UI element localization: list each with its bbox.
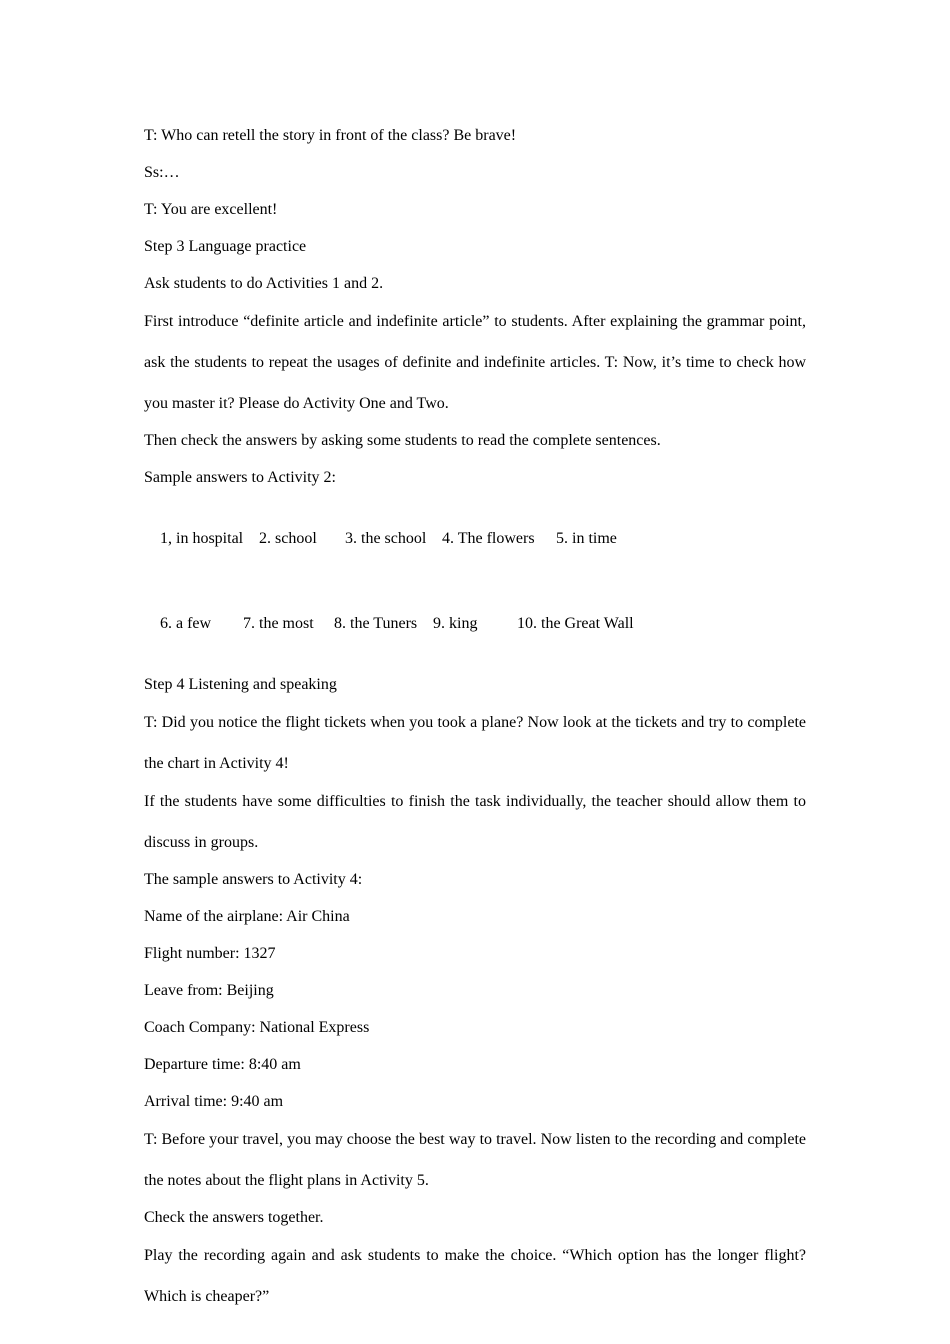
paragraph: The sample answers to Activity 4: — [144, 871, 363, 888]
answer-item: 10. the Great Wall — [517, 615, 634, 632]
answer-item: 3. the school — [345, 530, 427, 547]
answer-item: 6. a few — [160, 615, 212, 632]
step-heading: Step 4 Listening and speaking — [144, 676, 337, 693]
answer-field: Arrival time: 9:40 am — [144, 1093, 284, 1110]
answer-item: 4. The flowers — [442, 530, 535, 547]
paragraph: Sample answers to Activity 2: — [144, 469, 336, 486]
answer-field: Coach Company: National Express — [144, 1019, 370, 1036]
answer-item: 1, in hospital — [160, 530, 244, 547]
step-heading: Step 3 Language practice — [144, 238, 307, 255]
answer-field: Flight number: 1327 — [144, 945, 276, 962]
answers-row-1 — [144, 503, 806, 575]
paragraph: T: Before your travel, you may choose the best way to travel. Now listen to the recording and complete the notes about the flight plans in Activity 5. — [144, 1131, 806, 1189]
answer-item: 5. in time — [556, 530, 617, 547]
answer-item: 7. the most — [243, 615, 314, 632]
paragraph: T: Did you notice the flight tickets when you took a plane? Now look at the tickets and try to complete the chart in Activity 4! — [144, 714, 806, 772]
paragraph: Check the answers together. — [144, 1209, 324, 1226]
answer-item: 8. the Tuners — [334, 615, 418, 632]
paragraph: First introduce “definite article and indefinite article” to students. After explaining the grammar point, ask the students to repeat the usages of definite and indefinite articles. T: Now, it’s time to check how you master it? Please do Activity One and Two. — [144, 313, 806, 412]
answers-row-2 — [144, 588, 806, 660]
answer-item: 2. school — [259, 530, 317, 547]
dialogue-line: T: You are excellent! — [144, 201, 278, 218]
paragraph: Play the recording again and ask students to make the choice. “Which option has the longer flight? Which is cheaper?” — [144, 1247, 806, 1305]
answer-field: Leave from: Beijing — [144, 982, 274, 999]
paragraph: Then check the answers by asking some students to read the complete sentences. — [144, 432, 661, 449]
dialogue-line: Ss:… — [144, 164, 180, 181]
paragraph: Ask students to do Activities 1 and 2. — [144, 275, 384, 292]
answer-field: Name of the airplane: Air China — [144, 908, 350, 925]
document-page — [144, 124, 806, 1322]
answer-item: 9. king — [433, 615, 478, 632]
answer-field: Departure time: 8:40 am — [144, 1056, 301, 1073]
dialogue-line: T: Who can retell the story in front of the class? Be brave! — [144, 127, 517, 144]
paragraph: If the students have some difficulties to finish the task individually, the teacher should allow them to discuss in groups. — [144, 793, 806, 851]
